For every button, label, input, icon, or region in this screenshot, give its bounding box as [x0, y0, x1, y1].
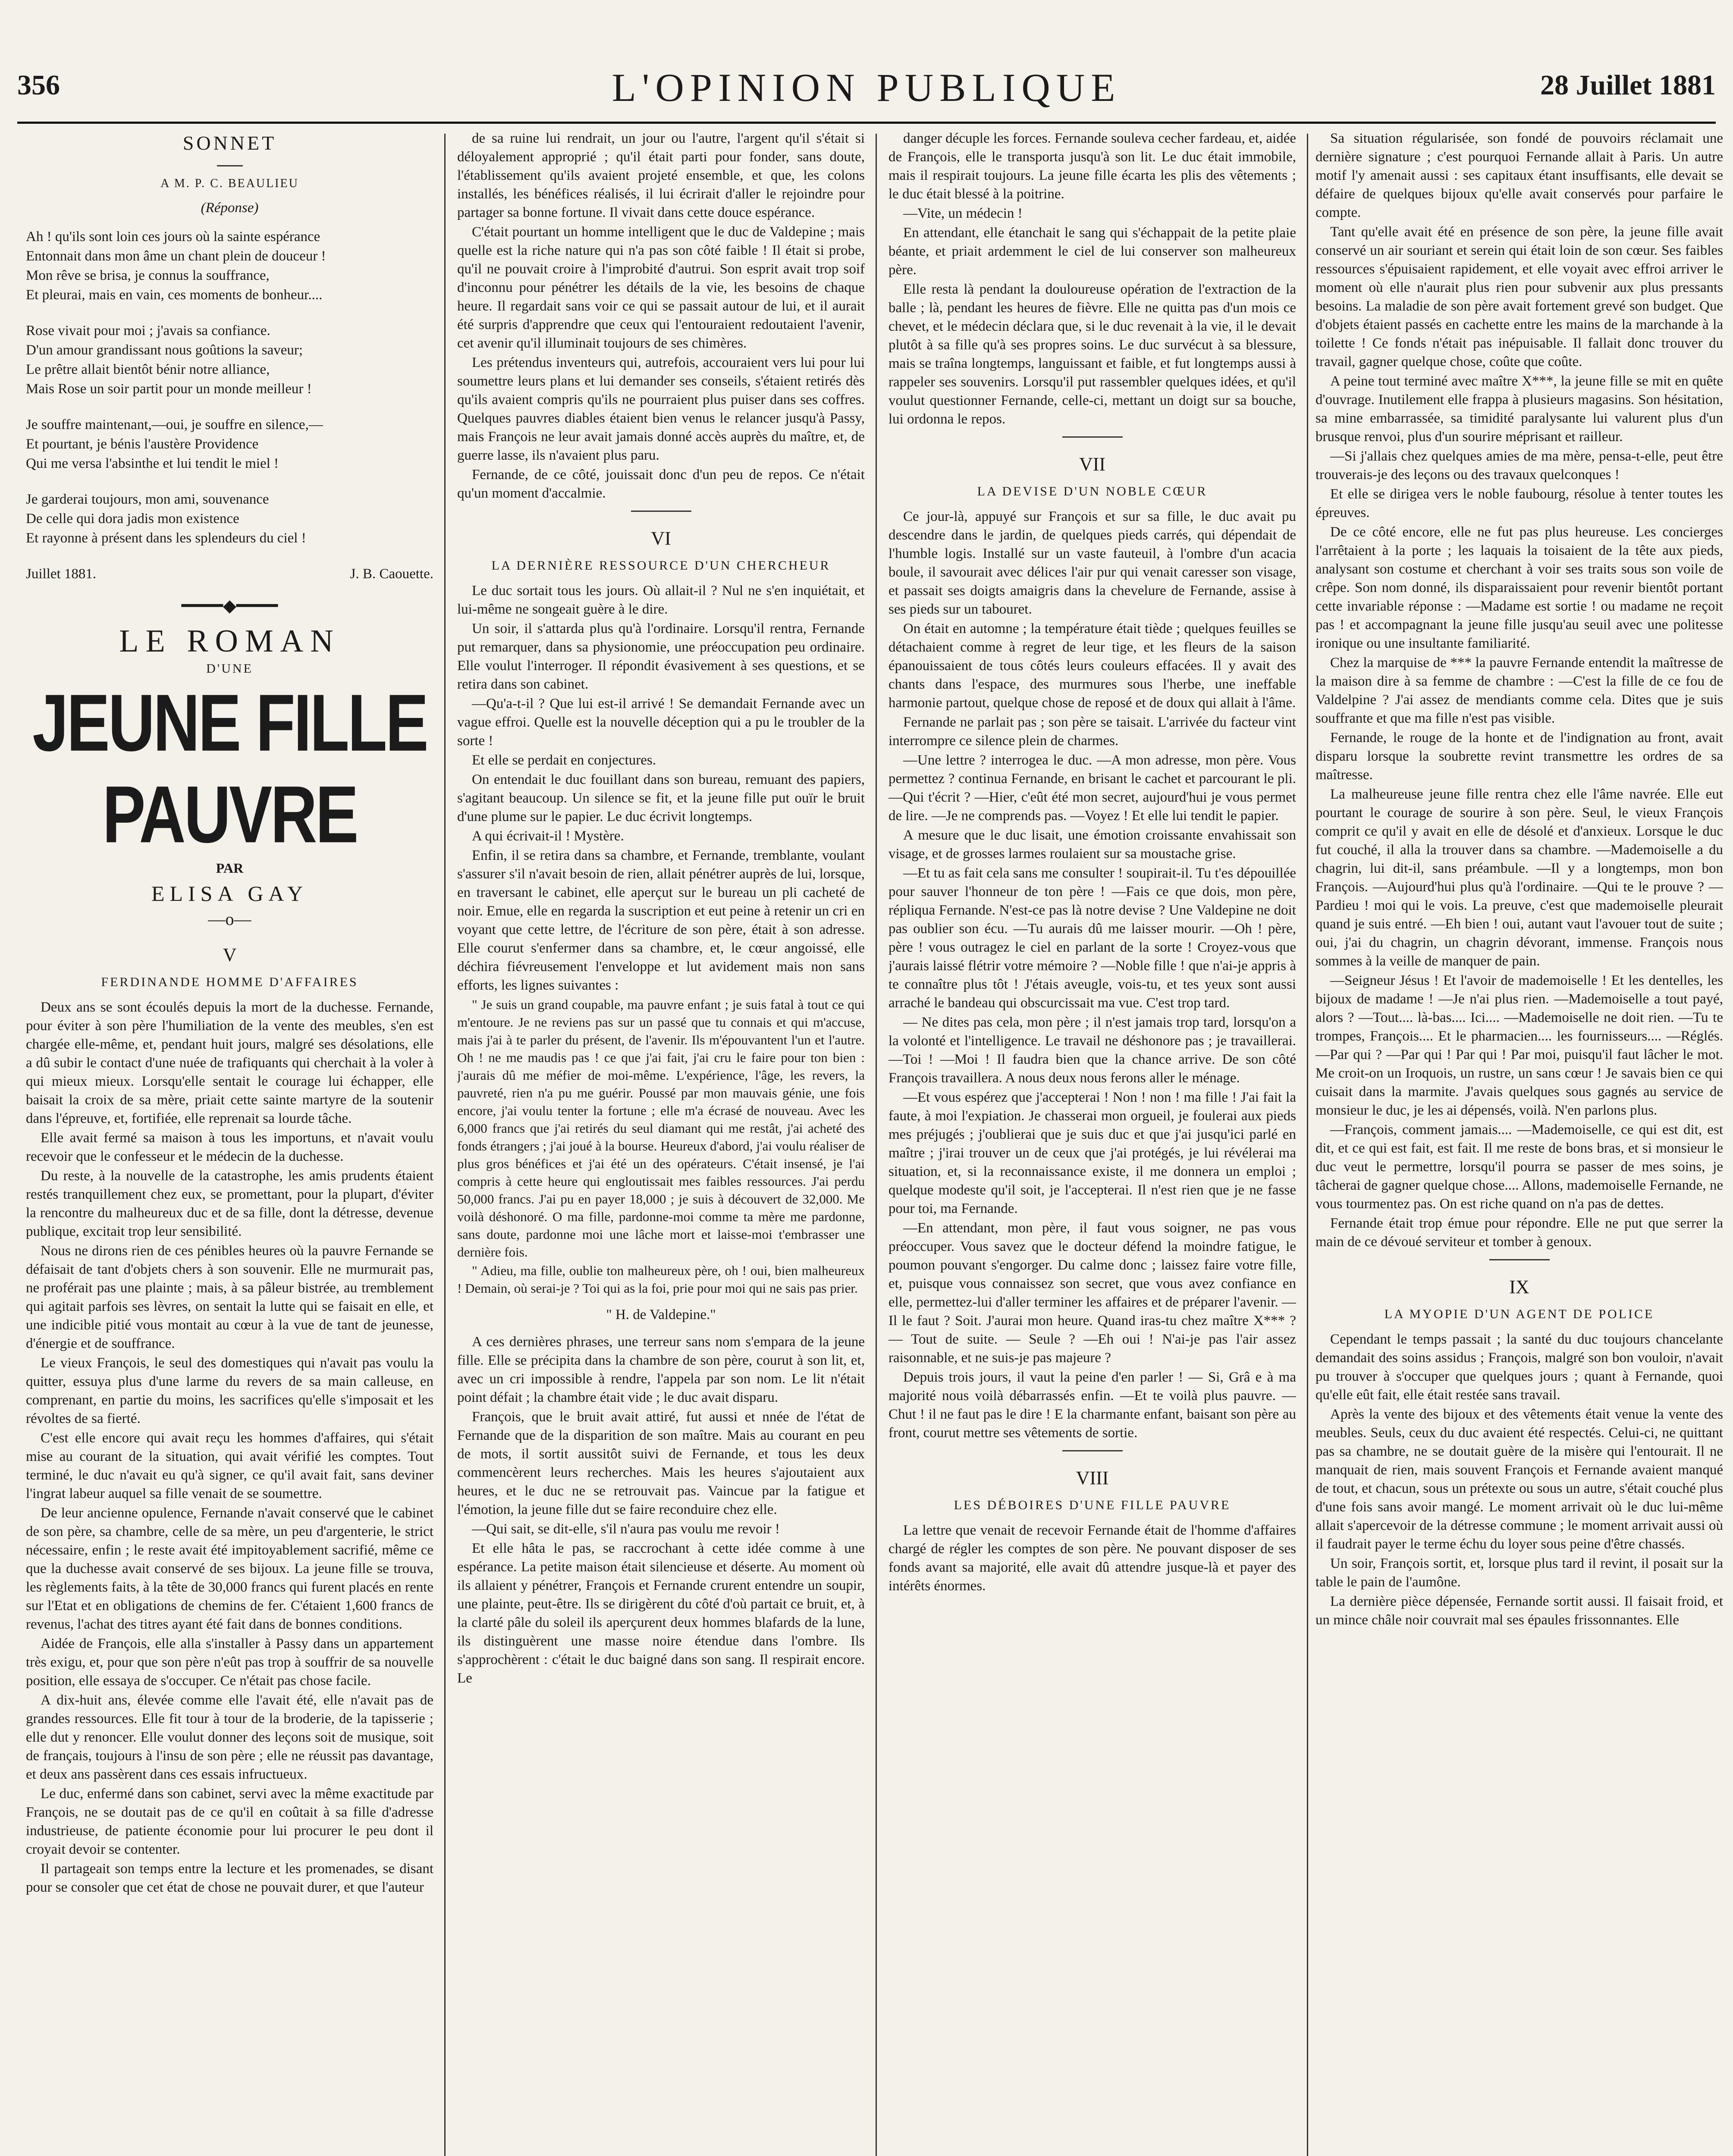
paragraph: —Seigneur Jésus ! Et l'avoir de mademoiselle ! Et les dentelles, les bijoux de madame ! —Je n'ai plus rien. —Mademoiselle a tout payé, alors ? —Tout.... là-bas.... Ici.... —Mademoiselle ne doit rien. —Tu te trompes, François.... Et le pharmacien.... les fournisseurs.... —Réglés. —Par qui ? —Par qui ! Par qui ! Par moi, puisqu'il faut lâcher le mot. Me croit-on un Iroquois, un rustre, un sans cœur ! Je savais bien ce qui cuisait dans la marmite. J'avais quelques sous gagnés au service de monsieur le duc, je les ai dépensés, voilà. N'en parlons plus. — [1315, 973, 1723, 1118]
sonnet-subtitle: (Réponse) — [201, 200, 259, 216]
issue-date: 28 Juillet 1881 — [1540, 69, 1716, 101]
divider — [1062, 1450, 1123, 1451]
paragraph: De ce côté encore, elle ne fut pas plus heureuse. Les concierges l'arrêtaient à la porte ; les laquais la toisaient de la tête aux pieds, analysant son costume et cherchant à voir ses traits sous son voile de crêpe. Son nom donné, ils disparaissaient pour revenir bientôt portant cette invariable réponse : —Madame est sortie ! ou madame ne reçoit pas ! et accompagnant la jeune fille jusqu'au seuil avec une politesse ironique ou une insultante familiarité. — [1315, 524, 1723, 651]
chapter-v-number: V — [223, 944, 237, 965]
paragraph: Ce jour-là, appuyé sur François et sur sa fille, le duc avait pu descendre dans le jardin, de quelques pieds carrés, qui dépendait de l'humble logis. Installé sur un vaste fauteuil, à l'ombre d'un acacia boule, il savourait avec délices l'air pur qui venait caresser son visage, et passait ses doigts amaigris dans la chevelure de Fernande, assise à ses pieds sur un tabouret. — [888, 509, 1296, 617]
divider — [1062, 436, 1123, 438]
paragraph: —Et tu as fait cela sans me consulter ! soupirait-il. Tu t'es dépouillée pour sauver l'honneur de ton père ! —Fais ce que dois, mon père, répliqua Fernande. N'est-ce pas là notre devise ? Une Valdepine ne doit pas oublier son écu. —Tu aurais dû me laisser mourir. —Oh ! père, père ! vous outragez le ciel en parlant de la sorte ! Croyez-vous que j'aurais laissé flétrir votre mémoire ? —Noble fille ! que n'ai-je appris à te connaître plus tôt ! J'étais aveugle, vois-tu, et tes yeux sont aussi arraché le bandeau qui obscurcissait ma vue. C'est trop tard. — [888, 865, 1296, 1011]
paragraph: Sa situation régularisée, son fondé de pouvoirs réclamait une dernière signature ; c'est pourquoi Fernande allait à Paris. Un autre motif l'y amenait aussi : ses capitaux étant insuffisants, elle devait se défaire de quelques bijoux qu'elle avait conservés pour parfaire le compte. — [1315, 131, 1723, 220]
paragraph: A mesure que le duc lisait, une émotion croissante envahissait son visage, et de grosses larmes roulaient sur sa moustache grise. — [888, 827, 1296, 862]
chapter-vi-title: LA DERNIÈRE RESSOURCE D'UN CHERCHEUR — [491, 558, 831, 573]
paragraph: Chez la marquise de *** la pauvre Fernande entendit la maîtresse de la maison dire à sa femme de chambre : —C'est la fille de ce fou de Valdelpine ? J'ai assez de mendiants comme cela. Dites que je suis souffrante et que ma fille n'est pas visible. — [1315, 655, 1723, 726]
paragraph: Après la vente des bijoux et des vêtements était venue la vente des meubles. Seuls, ceux du duc avaient été respectés. Celui-ci, ne quittant pas sa chambre, ne se doutait guère de la misère qui l'entourait. Il ne manquait de rien, mais souvent François et Fernande avaient manqué de tout, et chacun, sous un prétexte ou sous un autre, s'était couché plus d'une fois sans avoir mangé. Le moment arrivait où le duc lui-même allait s'apercevoir de la détresse commune ; le moment arrivait aussi où il faudrait payer le terme échu du loyer sous peine d'être chassés. — [1315, 1407, 1723, 1552]
masthead-title: L'OPINION PUBLIQUE — [612, 66, 1121, 110]
paragraph: Le duc, enfermé dans son cabinet, servi avec la même exactitude par François, ne se doutait pas de ce qu'il en coûtait à sa fille d'adresse industrieuse, de patiente économie pour lui procurer le peu dont il croyait devoir se contenter. — [26, 1786, 433, 1857]
paragraph: Fernande, de ce côté, jouissait donc d'un peu de repos. Ce n'était qu'un moment d'accalmie. — [457, 467, 865, 501]
letter-paragraph: " Je suis un grand coupable, ma pauvre enfant ; je suis fatal à tout ce qui m'entoure. Je ne reviens pas sur un passé que tu connais et qui m'accuse, mais j'ai à te parler du présent, de l'avenir. Ils m'épouvantent l'un et l'autre. Oh ! ne me maudis pas ! ce que j'ai fait, j'ai cru le faire pour ton bien : j'aurais dû me méfier de moi-même. L'expérience, l'âge, les revers, la pauvreté, rien n'a pu me guérir. Poussé par mon mauvais génie, une fois encore, j'ai voulu tenter la fortune ; elle m'a écrasé de nouveau. Avec les 6,000 francs que j'ai retirés du seul diamant qui me restât, j'ai acheté des fonds étrangers ; j'ai joué à la bourse. Heureux d'abord, j'ai voulu réaliser de plus gros bénéfices et j'ai été un des opérateurs. C'était insensé, je l'ai compris à cette heure qui engloutissait mes faibles ressources. J'ai perdu 50,000 francs. J'ai pu en payer 18,000 ; je suis à découvert de 32,000. Me voilà déshonoré. O ma fille, pardonne-moi comme ta mère me pardonne, sans doute, pardonne moi une lâche mort et laisse-moi t'embrasser une dernière fois. — [457, 997, 865, 1260]
paragraph: A dix-huit ans, élevée comme elle l'avait été, elle n'avait pas de grandes ressources. Elle fit tour à tour de la broderie, de la tapisserie ; elle dut y renoncer. Elle voulut donner des leçons soit de musique, soit de français, toujours à l'insu de son père ; elle ne réussit pas davantage, et deux ans passèrent dans ces essais infructueux. — [26, 1692, 433, 1782]
divider — [217, 165, 243, 166]
paragraph: Enfin, il se retira dans sa chambre, et Fernande, tremblante, voulant s'assurer s'il n'avait besoin de rien, allait pénétrer auprès de lui, lorsque, en traversant le cabinet, elle aperçut sur le bureau un pli cacheté de noir. Emue, elle en regarda la suscription et eut peine à retenir un cri en voyant que cette lettre, de l'écriture de son père, était à son adresse. Elle courut s'enfermer dans sa chambre, et, le cœur angoissé, elle déchira fiévreusement l'enveloppe et lut avidement mais non sans efforts, les lignes suivantes : — [457, 848, 865, 993]
paragraph: Tant qu'elle avait été en présence de son père, la jeune fille avait conservé un air souriant et serein qui était loin de son cœur. Ses faibles ressources s'épuisaient rapidement, et elle voyait avec effroi arriver le moment où elle n'aurait plus rien pour subvenir aux plus pressants besoins. La maladie de son père avait fortement grevé son budget. Que d'objets étaient passés en cachette entre les mains de la marchande à la toilette ! Ce fonds n'était pas inépuisable. Il fallait donc trouver du travail, gagner quelque chose, coûte que coûte. — [1315, 224, 1723, 370]
serial-par: PAR — [216, 860, 244, 876]
paragraph: Fernande ne parlait pas ; son père se taisait. L'arrivée du facteur vint interrompre ce silence plein de charmes. — [888, 714, 1296, 749]
paragraph: Cependant le temps passait ; la santé du duc toujours chancelante demandait des soins assidus ; François, malgré son bon vouloir, n'avait pu trouver à s'occuper que quelques jours ; quant à Fernande, quoi qu'elle eût fait, elle était restée sans travail. — [1315, 1332, 1723, 1403]
divider — [631, 511, 691, 512]
paragraph: Depuis trois jours, il vaut la peine d'en parler ! — Si, Grâ e à ma majorité nous voilà débarrassés enfin. —Et te voilà plus pauvre. —Chut ! il ne faut pas le dire ! E la charmante enfant, baisant son père au front, courut mettre ses vêtements de sortie. — [888, 1369, 1296, 1441]
paragraph: De leur ancienne opulence, Fernande n'avait conservé que le cabinet de son père, sa chambre, celle de sa mère, un peu d'argenterie, le strict nécessaire, enfin ; le reste avait été impitoyablement sacrifié, même ce que la duchesse avait conservé de ses bijoux. La jeune fille se trouva, les règlements faits, à la tête de 30,000 francs qui furent placés en rente sur l'Etat et en obligations de chemins de fer. C'étaient 1,600 francs de revenus, l'achat des titres ayant été fait dans de bonnes conditions. — [26, 1505, 433, 1632]
sonnet-stanza-1: Ah ! qu'ils sont loin ces jours où la sainte espérance Entonnait dans mon âme un chant plein de douceur ! Mon rêve se brisa, je connus la souffrance, Et pleurai, mais en vain, ces moments de bonheur.... — [26, 229, 326, 303]
paragraph: On entendait le duc fouillant dans son bureau, remuant des papiers, s'agitant beaucoup. Un silence se fit, et la jeune fille put ouïr le bruit d'une plume sur le papier. Le duc écrivit longtemps. — [457, 772, 865, 824]
paragraph: C'est elle encore qui avait reçu les hommes d'affaires, qui s'était mise au courant de la situation, qui avait vérifié les comptes. Tout terminé, le duc n'avait eu qu'à signer, ce qu'il avait fait, sans deviner l'ingrat labeur auquel sa fille venait de se soumettre. — [26, 1430, 433, 1501]
column-1 — [26, 129, 433, 2156]
paragraph: —Qui sait, se dit-elle, s'il n'aura pas voulu me revoir ! — [472, 1521, 780, 1537]
chapter-v-title: FERDINANDE HOMME D'AFFAIRES — [101, 975, 358, 989]
paragraph: Un soir, il s'attarda plus qu'à l'ordinaire. Lorsqu'il rentra, Fernande put remarquer, dans sa physionomie, une préoccupation peu ordinaire. Elle voulut l'interroger. Il répondit évasivement à ses questions, et se retira dans son cabinet. — [457, 621, 865, 692]
column-rule — [444, 134, 446, 2156]
paragraph: Le vieux François, le seul des domestiques qui n'avait pas voulu la quitter, essuya plus d'une larme du revers de sa main calleuse, en comprenant, en partie du moins, les sacrifices qu'elle s'imposait et les révoltes de sa fierté. — [26, 1355, 433, 1426]
sonnet-signature: Juillet 1881. J. B. Caouette. — [26, 566, 433, 582]
paragraph: La lettre que venait de recevoir Fernande était de l'homme d'affaires chargé de régler les comptes de son père. Ne pouvant disposer de ses fonds avant sa majorité, elle avait dû attendre jusque-là et payer des intérêts énormes. — [888, 1523, 1296, 1594]
paragraph: Il partageait son temps entre la lecture et les promenades, se disant pour se consoler que cet état de chose ne pouvait durer, et que l'auteur — [26, 1861, 433, 1895]
chapter-vi-number: VI — [651, 528, 671, 549]
paragraph: La dernière pièce dépensée, Fernande sortit aussi. Il faisait froid, et un mince châle noir couvrait mal ses épaules frissonnantes. Elle — [1315, 1594, 1723, 1628]
page-header — [17, 65, 1716, 116]
section-separator: —o— — [208, 909, 251, 929]
paragraph: de sa ruine lui rendrait, un jour ou l'autre, l'argent qu'il s'était si déloyalement approprié ; qu'il était parti pour fonder, sans doute, l'établissement qu'ils avaient projeté ensemble, et que, les colons installés, les bénéfices réalisés, il lui écrirait d'aller le rejoindre pour partager sa bonne fortune. Il vivait dans cette douce espérance. — [457, 131, 865, 220]
divider — [1489, 1259, 1550, 1260]
column-rule — [876, 134, 877, 2156]
paragraph: danger décuple les forces. Fernande souleva cecher fardeau, et, aidée de François, elle le transporta jusqu'à son lit. Le duc était immobile, mais il respirait toujours. La jeune fille écarta les plis des vêtements ; le duc était blessé à la poitrine. — [888, 131, 1296, 202]
serial-title: JEUNE FILLE PAUVRE — [32, 677, 427, 860]
paragraph: Et elle se dirigea vers le noble faubourg, résolue à tenter toutes les épreuves. — [1315, 486, 1723, 520]
paragraph: Un soir, François sortit, et, lorsque plus tard il revint, il posait sur la table le pain de l'aumône. — [1315, 1556, 1723, 1590]
chapter-viii-title: LES DÉBOIRES D'UNE FILLE PAUVRE — [954, 1498, 1231, 1512]
paragraph: La malheureuse jeune fille rentra chez elle l'âme navrée. Elle eut pourtant le courage de sourire à son père. Seul, le vieux François comprit ce qu'il y avait en elle de désolé et d'anxieux. Lorsque le duc fut couché, il alla la trouver dans sa chambre. —Mademoiselle a du chagrin, lui dit-il, sans préambule. —Il y a longtemps, mon bon François. —Aujourd'hui plus qu'à l'ordinaire. —Qui te le prouve ? —Pardieu ! moi qui le vois. La preuve, c'est que mademoiselle pleurait quand je suis entré. —Eh bien ! oui, autant vaut l'avouer tout de suite ; oui, j'ai du chagrin, un chagrin dévorant, immense. François nous sommes à la veille de manquer de pain. — [1315, 787, 1723, 969]
paragraph: Les prétendus inventeurs qui, autrefois, accouraient vers lui pour lui soumettre leurs plans et lui demander ses conseils, s'étaient retirés dès qu'ils avaient compris qu'ils ne pourraient plus puiser dans ses coffres. Quelques pauvres diables étaient bien venus le relancer jusqu'à Passy, mais François ne leur avait jamais donné accès auprès du maître, et, de guerre lasse, ils n'avaient plus paru. — [457, 355, 865, 463]
paragraph: — Ne dites pas cela, mon père ; il n'est jamais trop tard, lorsqu'on a la volonté et l'intelligence. Le travail ne déshonore pas ; je travaillerai. —Toi ! —Moi ! Il faudra bien que la chance arrive. De son côté François travaillera. A nous deux nous ferons aller le ménage. — [888, 1015, 1296, 1086]
column-2 — [457, 129, 865, 2156]
paragraph: A ces dernières phrases, une terreur sans nom s'empara de la jeune fille. Elle se précipita dans la chambre de son père, courut à son lit, et, avec un cri impossible à rendre, l'appela par son nom. Le lit n'était point défait ; la chambre était vide ; le duc avait disparu. — [457, 1334, 865, 1405]
sonnet-stanza-3: Je souffre maintenant,—oui, je souffre en silence,— Et pourtant, je bénis l'austère Providence Qui me versa l'absinthe et lui tendit le miel ! — [26, 417, 323, 471]
column-4 — [1315, 129, 1723, 2156]
paragraph: Et elle se perdait en conjectures. — [472, 752, 656, 768]
paragraph: —François, comment jamais.... —Mademoiselle, ce qui est dit, est dit, et ce qui est fait, est fait. Il me reste de bons bras, et si monsieur le duc veut le permettre, lorsqu'il pourra se passer de mes soins, je tâcherai de gagner quelque chose.... Allons, mademoiselle Fernande, ne vous tourmentez pas. On est riche quand on n'a pas de dettes. — [1315, 1122, 1723, 1212]
sonnet-stanza-4: Je garderai toujours, mon ami, souvenance De celle qui dora jadis mon existence Et rayonne à présent dans les splendeurs du ciel ! — [26, 492, 306, 546]
paragraph: A qui écrivait-il ! Mystère. — [472, 828, 624, 844]
chapter-viii-number: VIII — [1076, 1467, 1109, 1489]
chapter-ix-title: LA MYOPIE D'UN AGENT DE POLICE — [1384, 1307, 1655, 1321]
paragraph: Le duc sortait tous les jours. Où allait-il ? Nul ne s'en inquiétait, et lui-même ne songeait guère à le dire. — [457, 583, 865, 617]
paragraph: En attendant, elle étanchait le sang qui s'échappait de la petite plaie béante, et priait ardemment le ciel de lui conserver son malheureux père. — [888, 225, 1296, 278]
paragraph: Aidée de François, elle alla s'installer à Passy dans un appartement très exigu, et, pour que son père n'eût pas trop à souffrir de sa nouvelle position, elle essaya de s'occuper. Ce n'était pas chose facile. — [26, 1636, 433, 1689]
serial-heading-dune: D'UNE — [206, 661, 253, 676]
paragraph: Fernande était trop émue pour répondre. Elle ne put que serrer la main de ce dévoué serviteur et tomber à genoux. — [1315, 1216, 1723, 1250]
paragraph: A peine tout terminé avec maître X***, la jeune fille se mit en quête d'ouvrage. Inutilement elle frappa à plusieurs magasins. Son hésitation, sa mine embarrassée, sa timidité paralysante lui valurent plus d'un brusque renvoi, plus d'un sourire méprisant et railleur. — [1315, 373, 1723, 445]
column-3 — [888, 129, 1296, 2156]
paragraph: Nous ne dirons rien de ces pénibles heures où la pauvre Fernande se défaisait de tant d'objets chers à son souvenir. Elle ne murmurait pas, ne proférait pas une plainte ; mais, à sa pâleur bistrée, au tremblement qui agitait parfois ses lèvres, on sentait la lutte qui se faisait en elle, et une indicible pitié vous montait au cœur à la vue de tant de jeunesse, d'énergie et de souffrance. — [26, 1243, 433, 1351]
paragraph: On était en automne ; la température était tiède ; quelques feuilles se détachaient comme à regret de leur tige, et les fleurs de la saison épanouissaient de tous côtés leurs couleurs effacées. Il y avait des chants dans l'espace, des murmures sous l'herbe, une ineffable harmonie partout, quelque chose de reposé et de doux qui allait à l'âme. — [888, 621, 1296, 711]
serial-author: ELISA GAY — [151, 881, 308, 906]
letter-signature: " H. de Valdepine." — [606, 1307, 716, 1322]
column-rule — [1307, 134, 1308, 2156]
paragraph: François, que le bruit avait attiré, fut aussi et nnée de l'état de Fernande que de la disparition de son maître. Mais au courant en peu de mots, il sortit aussitôt suivi de Fernande, et tous les deux commencèrent leurs recherches. Mais les heures s'ajoutaient aux heures, et le duc ne se retrouvait pas. Vaincue par la fatigue et l'émotion, la jeune fille dut se faire reconduire chez elle. — [457, 1409, 865, 1517]
chapter-ix-number: IX — [1509, 1276, 1529, 1297]
paragraph: Elle resta là pendant la douloureuse opération de l'extraction de la balle ; là, pendant les heures de fièvre. Elle ne quitta pas d'un mois ce chevet, et le médecin déclara que, si le duc revenait à la vie, il le devait plutôt à sa fille qu'à ses propres soins. Le duc survécut à sa blessure, mais se traîna longtemps, languissant et faible, et fut longtemps aussi à rappeler ses souvenirs. Lorsqu'il put rassembler quelques idées, et qu'il voulut questionner Fernande, celle-ci, mettant un doigt sur sa bouche, lui ordonna le repos. — [888, 282, 1296, 427]
sonnet-dedication: A M. P. C. BEAULIEU — [160, 177, 299, 190]
paragraph: C'était pourtant un homme intelligent que le duc de Valdepine ; mais quelle est la riche nature qui n'a pas son côté faible ! Il était si probe, qu'il ne pouvait croire à l'improbité d'autrui. Son esprit avait trop soif d'inconnu pour pénétrer les détails de la vie, les besoins de chaque heure. Il regardait sans voir ce qui se passait autour de lui, et il aurait été surpris d'apprendre que ceux qui l'entouraient redoutaient l'avenir, cet avenir qu'il illuminait toujours de ses chimères. — [457, 224, 865, 351]
paragraph: —Si j'allais chez quelques amies de ma mère, pensa-t-elle, peut être trouverais-je des leçons ou des travaux quelconques ! — [1315, 448, 1723, 483]
paragraph: —En attendant, mon père, il faut vous soigner, ne pas vous préoccuper. Vous savez que le docteur défend la moindre fatigue, le poumon pouvant s'engorger. Du calme donc ; laissez faire votre fille, et, puisque vous connaissez son secret, que vous avez confiance en elle, permettez-lui d'aller terminer les affaires et de préparer l'avenir. —Il le faut ? Soit. J'aurai mon heure. Quand iras-tu chez maître X*** ? — Tout de suite. — Seule ? —Eh oui ! N'ai-je pas l'air assez raisonnable, et ne suis-je pas majeure ? — [888, 1220, 1296, 1366]
paragraph: Deux ans se sont écoulés depuis la mort de la duchesse. Fernande, pour éviter à son père l'humiliation de la vente des meubles, s'en est chargée elle-même, et, pendant huit jours, malgré ses désolations, elle a dû subir le contact d'une nuée de trafiquants qui cherchait à la voler à qui mieux mieux. Lorsqu'elle sentait le courage lui échapper, elle baisait la croix de sa mère, priait cette sainte martyre de la soutenir dans l'épreuve, et, fortifiée, elle reprenait sa lourde tâche. — [26, 1000, 433, 1126]
paragraph: Fernande, le rouge de la honte et de l'indignation au front, avait disparu lorsque la soubrette revint transmettre les ordres de sa maîtresse. — [1315, 730, 1723, 783]
ornament-divider: ━━━━◆━━━━ — [181, 596, 278, 615]
paragraph: —Qu'a-t-il ? Que lui est-il arrivé ! Se demandait Fernande avec un vague effroi. Quelle est la nouvelle déception qui a pu le troubler de la sorte ! — [457, 696, 865, 749]
serial-heading-roman: LE ROMAN — [119, 624, 340, 659]
paragraph: —Vite, un médecin ! — [903, 206, 1023, 221]
sonnet-heading: SONNET — [182, 132, 277, 154]
page-number: 356 — [17, 69, 60, 101]
chapter-vii-title: LA DEVISE D'UN NOBLE CŒUR — [977, 484, 1208, 498]
letter-paragraph: " Adieu, ma fille, oublie ton malheureux père, oh ! oui, bien malheureux ! Demain, où serai-je ? Toi qui as la foi, prie pour moi qui ne sais pas prier. — [457, 1263, 865, 1296]
paragraph: Du reste, à la nouvelle de la catastrophe, les amis prudents étaient restés tranquillement chez eux, se promettant, pour la plupart, d'éviter la rencontre du malheureux duc et de sa fille, dont la détresse, devenue publique, excitait trop leur sensibilité. — [26, 1168, 433, 1239]
chapter-vii-number: VII — [1079, 454, 1106, 475]
paragraph: —Et vous espérez que j'accepterai ! Non ! non ! ma fille ! J'ai fait la faute, à moi l'expiation. Je chasserai mon orgueil, je foulerai aux pieds mes préjugés ; j'oublierai que je suis duc et que j'ai jusqu'ici parlé en maître ; j'irai trouver un de ceux que j'ai protégés, je lui révélerai ma situation, et, si la reconnaissance existe, il me donnera un emploi ; quelque modeste qu'il soit, je l'accepterai. Il n'est rien que je ne fasse pour toi, ma Fernande. — [888, 1090, 1296, 1216]
paragraph: —Une lettre ? interrogea le duc. —A mon adresse, mon père. Vous permettez ? continua Fernande, en brisant le cachet et parcourant le pli. —Qui t'écrit ? —Hier, c'eût été mon secret, aujourd'hui je vous permet de lire. —Je ne comprends pas. —Voyez ! Et elle lui tendit le papier. — [888, 752, 1296, 824]
paragraph: Et elle hâta le pas, se raccrochant à cette idée comme à une espérance. La petite maison était silencieuse et déserte. Au moment où ils allaient y pénétrer, François et Fernande crurent entendre un soupir, une plainte, peut-être. Ils se dirigèrent du côté d'où partait ce bruit, et, à la clarté pâle du soleil ils aperçurent deux hommes blafards de la lune, ils distinguèrent une masse noire étendue dans l'ombre. Ils s'approchèrent : c'était le duc baigné dans son sang. Il respirait encore. Le — [457, 1541, 865, 1686]
sonnet-stanza-2: Rose vivait pour moi ; j'avais sa confiance. D'un amour grandissant nous goûtions la saveur; Le prêtre allait bientôt bénir notre alliance, Mais Rose un soir partit pour un monde meilleur ! — [26, 323, 312, 397]
paragraph: Elle avait fermé sa maison à tous les importuns, et n'avait voulu recevoir que le confesseur et le médecin de la duchesse. — [26, 1130, 433, 1164]
header-rule — [17, 122, 1716, 124]
